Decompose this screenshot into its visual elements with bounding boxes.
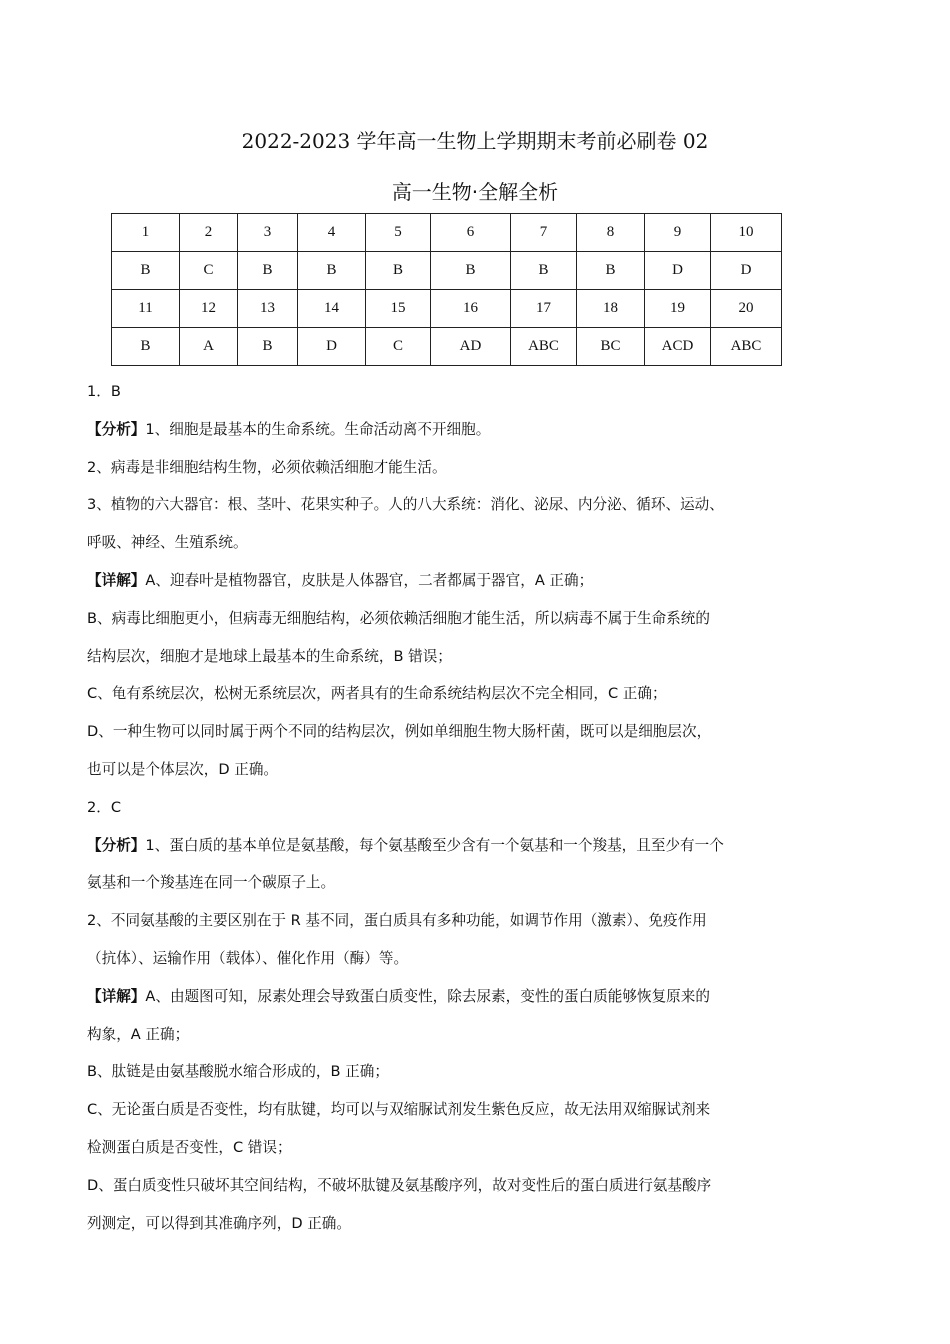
text-line bbox=[87, 449, 817, 487]
line-text: 氨基和一个羧基连在同一个碳原子上。 bbox=[87, 874, 336, 892]
line-text: A、迎春叶是植物器官，皮肤是人体器官，二者都属于器官，A 正确； bbox=[145, 571, 594, 589]
section-tag: 【详解】 bbox=[87, 987, 146, 1005]
question-number-cell: 14 bbox=[298, 290, 366, 328]
question-number-cell: 16 bbox=[431, 290, 511, 328]
answer-cell: D bbox=[711, 252, 782, 290]
answer-cell: B bbox=[238, 328, 298, 366]
answer-cell: C bbox=[180, 252, 238, 290]
text-line bbox=[87, 562, 817, 600]
text-line bbox=[87, 411, 817, 449]
line-text: 也可以是个体层次，D 正确。 bbox=[87, 760, 279, 778]
section-tag: 【分析】 bbox=[87, 836, 146, 854]
question-number-cell: 12 bbox=[180, 290, 238, 328]
question-number-cell: 3 bbox=[238, 214, 298, 252]
text-line bbox=[87, 524, 817, 562]
answer-explanations bbox=[87, 373, 817, 1242]
line-text: 呼吸、神经、生殖系统。 bbox=[87, 534, 248, 552]
answer-cell: AD bbox=[431, 328, 511, 366]
line-text: 2、不同氨基酸的主要区别在于 R 基不同，蛋白质具有多种功能，如调节作用（激素）、免疫作用 bbox=[87, 912, 707, 930]
line-text: 构象，A 正确； bbox=[87, 1025, 190, 1043]
line-text: 检测蛋白质是否变性，C 错误； bbox=[87, 1138, 292, 1156]
question-number-cell: 17 bbox=[511, 290, 577, 328]
line-text: 列测定，可以得到其准确序列，D 正确。 bbox=[87, 1214, 351, 1232]
question-number-cell: 19 bbox=[645, 290, 711, 328]
answer-cell: B bbox=[366, 252, 431, 290]
question-number-cell: 7 bbox=[511, 214, 577, 252]
question-number-cell: 18 bbox=[577, 290, 645, 328]
question-number-cell: 5 bbox=[366, 214, 431, 252]
line-text: 3、植物的六大器官：根、茎叶、花果实种子。人的八大系统：消化、泌尿、内分泌、循环、运动、 bbox=[87, 496, 724, 514]
text-line bbox=[87, 373, 817, 411]
text-line bbox=[87, 600, 817, 638]
text-line bbox=[87, 486, 817, 524]
text-line bbox=[87, 751, 817, 789]
answer-row bbox=[112, 328, 782, 366]
question-number-cell: 11 bbox=[112, 290, 180, 328]
line-text: 1、蛋白质的基本单位是氨基酸，每个氨基酸至少含有一个氨基和一个羧基，且至少有一个 bbox=[145, 836, 724, 854]
page-subtitle: 高一生物·全解全析 bbox=[391, 180, 559, 204]
text-line bbox=[87, 1205, 817, 1243]
line-text: D、蛋白质变性只破坏其空间结构，不破坏肽键及氨基酸序列，故对变性后的蛋白质进行氨基酸序 bbox=[87, 1176, 712, 1194]
text-line bbox=[87, 940, 817, 978]
text-line bbox=[87, 1016, 817, 1054]
question-number-cell: 8 bbox=[577, 214, 645, 252]
answer-cell: B bbox=[112, 252, 180, 290]
question-number-cell: 6 bbox=[431, 214, 511, 252]
question-number-row bbox=[112, 214, 782, 252]
line-text: B、病毒比细胞更小，但病毒无细胞结构，必须依赖活细胞才能生活，所以病毒不属于生命系统的 bbox=[87, 609, 710, 627]
text-line bbox=[87, 1053, 817, 1091]
line-text: C、龟有系统层次，松树无系统层次，两者具有的生命系统结构层次不完全相同，C 正确； bbox=[87, 685, 667, 703]
question-number-cell: 10 bbox=[711, 214, 782, 252]
answer-cell: B bbox=[577, 252, 645, 290]
text-line bbox=[87, 1091, 817, 1129]
answer-cell: B bbox=[238, 252, 298, 290]
line-text: 1．B bbox=[87, 383, 121, 400]
line-text: A、由题图可知，尿素处理会导致蛋白质变性，除去尿素，变性的蛋白质能够恢复原来的 bbox=[145, 987, 710, 1005]
text-line bbox=[87, 675, 817, 713]
answer-cell: B bbox=[298, 252, 366, 290]
question-number-cell: 9 bbox=[645, 214, 711, 252]
question-number-cell: 15 bbox=[366, 290, 431, 328]
text-line bbox=[87, 978, 817, 1016]
answer-table bbox=[111, 213, 782, 366]
question-number-row bbox=[112, 290, 782, 328]
line-text: B、肽链是由氨基酸脱水缩合形成的，B 正确； bbox=[87, 1063, 389, 1081]
text-line bbox=[87, 713, 817, 751]
question-number-cell: 2 bbox=[180, 214, 238, 252]
section-tag: 【分析】 bbox=[87, 420, 146, 438]
text-line bbox=[87, 1167, 817, 1205]
line-text: （抗体）、运输作用（载体）、催化作用（酶）等。 bbox=[87, 949, 409, 967]
answer-cell: ABC bbox=[711, 328, 782, 366]
answer-cell: C bbox=[366, 328, 431, 366]
text-line bbox=[87, 864, 817, 902]
answer-row bbox=[112, 252, 782, 290]
question-number-cell: 1 bbox=[112, 214, 180, 252]
text-line bbox=[87, 638, 817, 676]
answer-cell: D bbox=[645, 252, 711, 290]
text-line bbox=[87, 827, 817, 865]
line-text: 2．C bbox=[87, 798, 122, 816]
section-tag: 【详解】 bbox=[87, 571, 146, 589]
answer-cell: A bbox=[180, 328, 238, 366]
answer-cell: B bbox=[511, 252, 577, 290]
line-text: 结构层次，细胞才是地球上最基本的生命系统，B 错误； bbox=[87, 647, 452, 665]
line-text: D、一种生物可以同时属于两个不同的结构层次，例如单细胞生物大肠杆菌，既可以是细胞层次， bbox=[87, 723, 712, 741]
line-text: 1、细胞是最基本的生命系统。生命活动离不开细胞。 bbox=[145, 420, 491, 438]
answer-cell: D bbox=[298, 328, 366, 366]
answer-cell: BC bbox=[577, 328, 645, 366]
answer-cell: ABC bbox=[511, 328, 577, 366]
question-number-cell: 4 bbox=[298, 214, 366, 252]
answer-cell: B bbox=[431, 252, 511, 290]
answer-cell: B bbox=[112, 328, 180, 366]
text-line bbox=[87, 789, 817, 827]
page-title: 2022-2023 学年高一生物上学期期末考前必刷卷 02 bbox=[241, 129, 709, 153]
line-text: C、无论蛋白质是否变性，均有肽键，均可以与双缩脲试剂发生紫色反应，故无法用双缩脲试剂来 bbox=[87, 1101, 711, 1119]
question-number-cell: 13 bbox=[238, 290, 298, 328]
answer-cell: ACD bbox=[645, 328, 711, 366]
text-line bbox=[87, 1129, 817, 1167]
line-text: 2、病毒是非细胞结构生物，必须依赖活细胞才能生活。 bbox=[87, 458, 447, 476]
text-line bbox=[87, 902, 817, 940]
question-number-cell: 20 bbox=[711, 290, 782, 328]
